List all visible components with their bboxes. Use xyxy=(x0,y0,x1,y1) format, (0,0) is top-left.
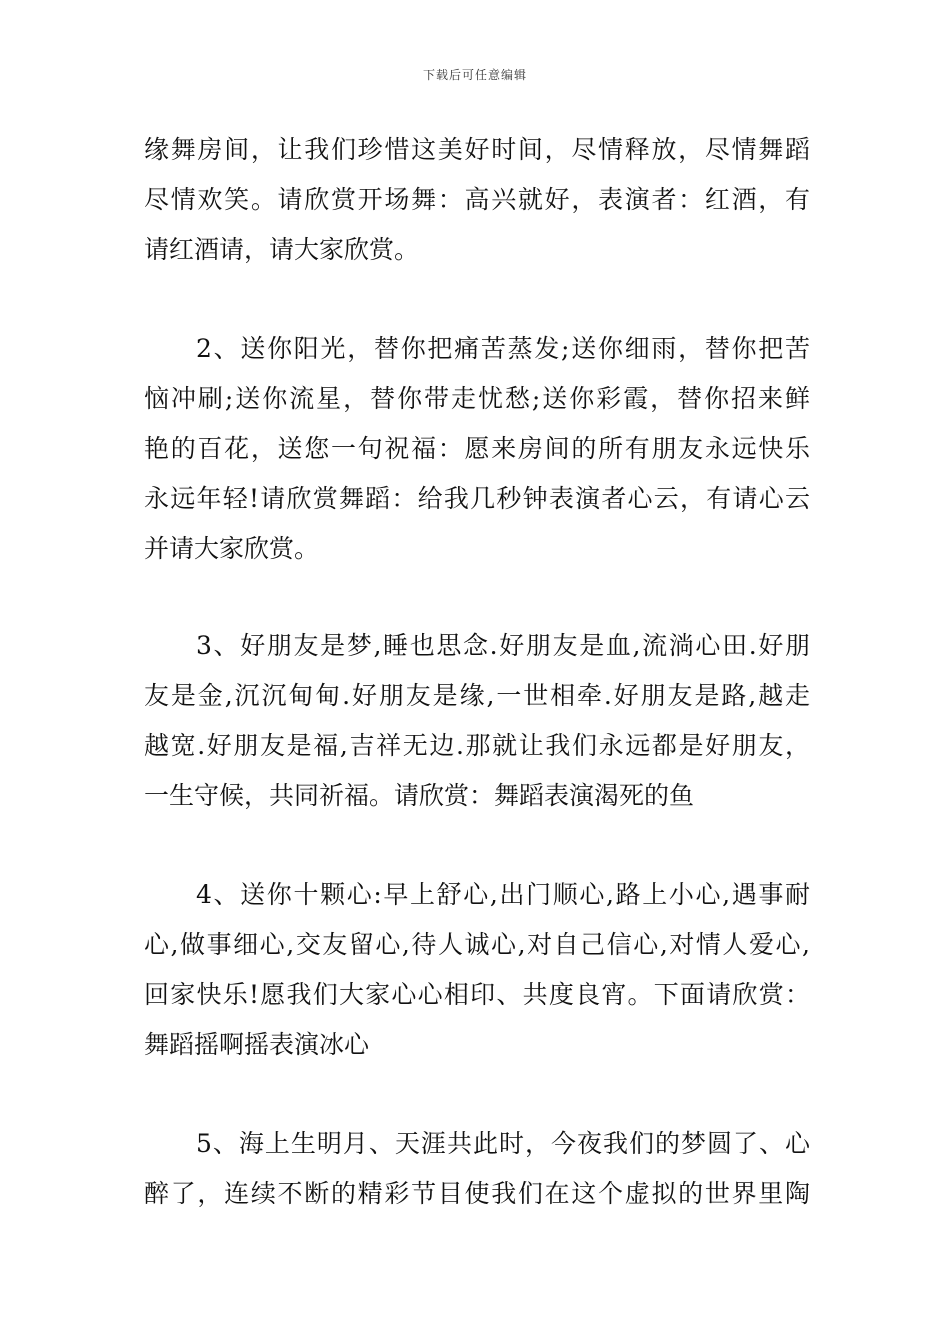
text-line: 心,做事细心,交友留心,待人诚心,对自己信心,对情人爱心, xyxy=(144,930,810,959)
text-line: 舞蹈摇啊摇表演冰心 xyxy=(144,1030,370,1059)
text-line: 并请大家欣赏。 xyxy=(144,534,320,563)
text-line: 友是金,沉沉甸甸.好朋友是缘,一世相牵.好朋友是路,越走 xyxy=(144,681,810,710)
paragraph-4 xyxy=(144,870,810,1070)
text-line: 请红酒请，请大家欣赏。 xyxy=(144,235,420,264)
text-line: 2、送你阳光，替你把痛苦蒸发;送你细雨，替你把苦 xyxy=(196,334,810,363)
text-line: 缘舞房间，让我们珍惜这美好时间，尽情释放，尽情舞蹈 xyxy=(144,135,810,164)
text-line: 5、海上生明月、天涯共此时，今夜我们的梦圆了、心 xyxy=(196,1129,810,1158)
paragraph-1 xyxy=(144,125,810,275)
text-line: 一生守候，共同祈福。请欣赏：舞蹈表演渴死的鱼 xyxy=(144,781,695,810)
paragraph-2 xyxy=(144,324,810,574)
text-line: 永远年轻!请欣赏舞蹈：给我几秒钟表演者心云，有请心云 xyxy=(144,484,810,513)
paragraph-5 xyxy=(144,1119,810,1219)
text-line: 4、送你十颗心:早上舒心,出门顺心,路上小心,遇事耐 xyxy=(196,880,810,909)
text-line: 3、好朋友是梦,睡也思念.好朋友是血,流淌心田.好朋 xyxy=(196,631,810,660)
text-line: 回家快乐!愿我们大家心心相印、共度良宵。下面请欣赏： xyxy=(144,980,810,1009)
text-line: 越宽.好朋友是福,吉祥无边.那就让我们永远都是好朋友， xyxy=(144,731,810,760)
paragraph-3 xyxy=(144,621,810,821)
text-line: 艳的百花，送您一句祝福：愿来房间的所有朋友永远快乐 xyxy=(144,434,810,463)
text-line: 醉了，连续不断的精彩节目使我们在这个虚拟的世界里陶 xyxy=(144,1179,810,1208)
text-line: 恼冲刷;送你流星，替你带走忧愁;送你彩霞，替你招来鲜 xyxy=(144,384,810,413)
page-header: 下载后可任意编辑 xyxy=(422,68,527,82)
text-line: 尽情欢笑。请欣赏开场舞：高兴就好，表演者：红酒，有 xyxy=(144,185,810,214)
